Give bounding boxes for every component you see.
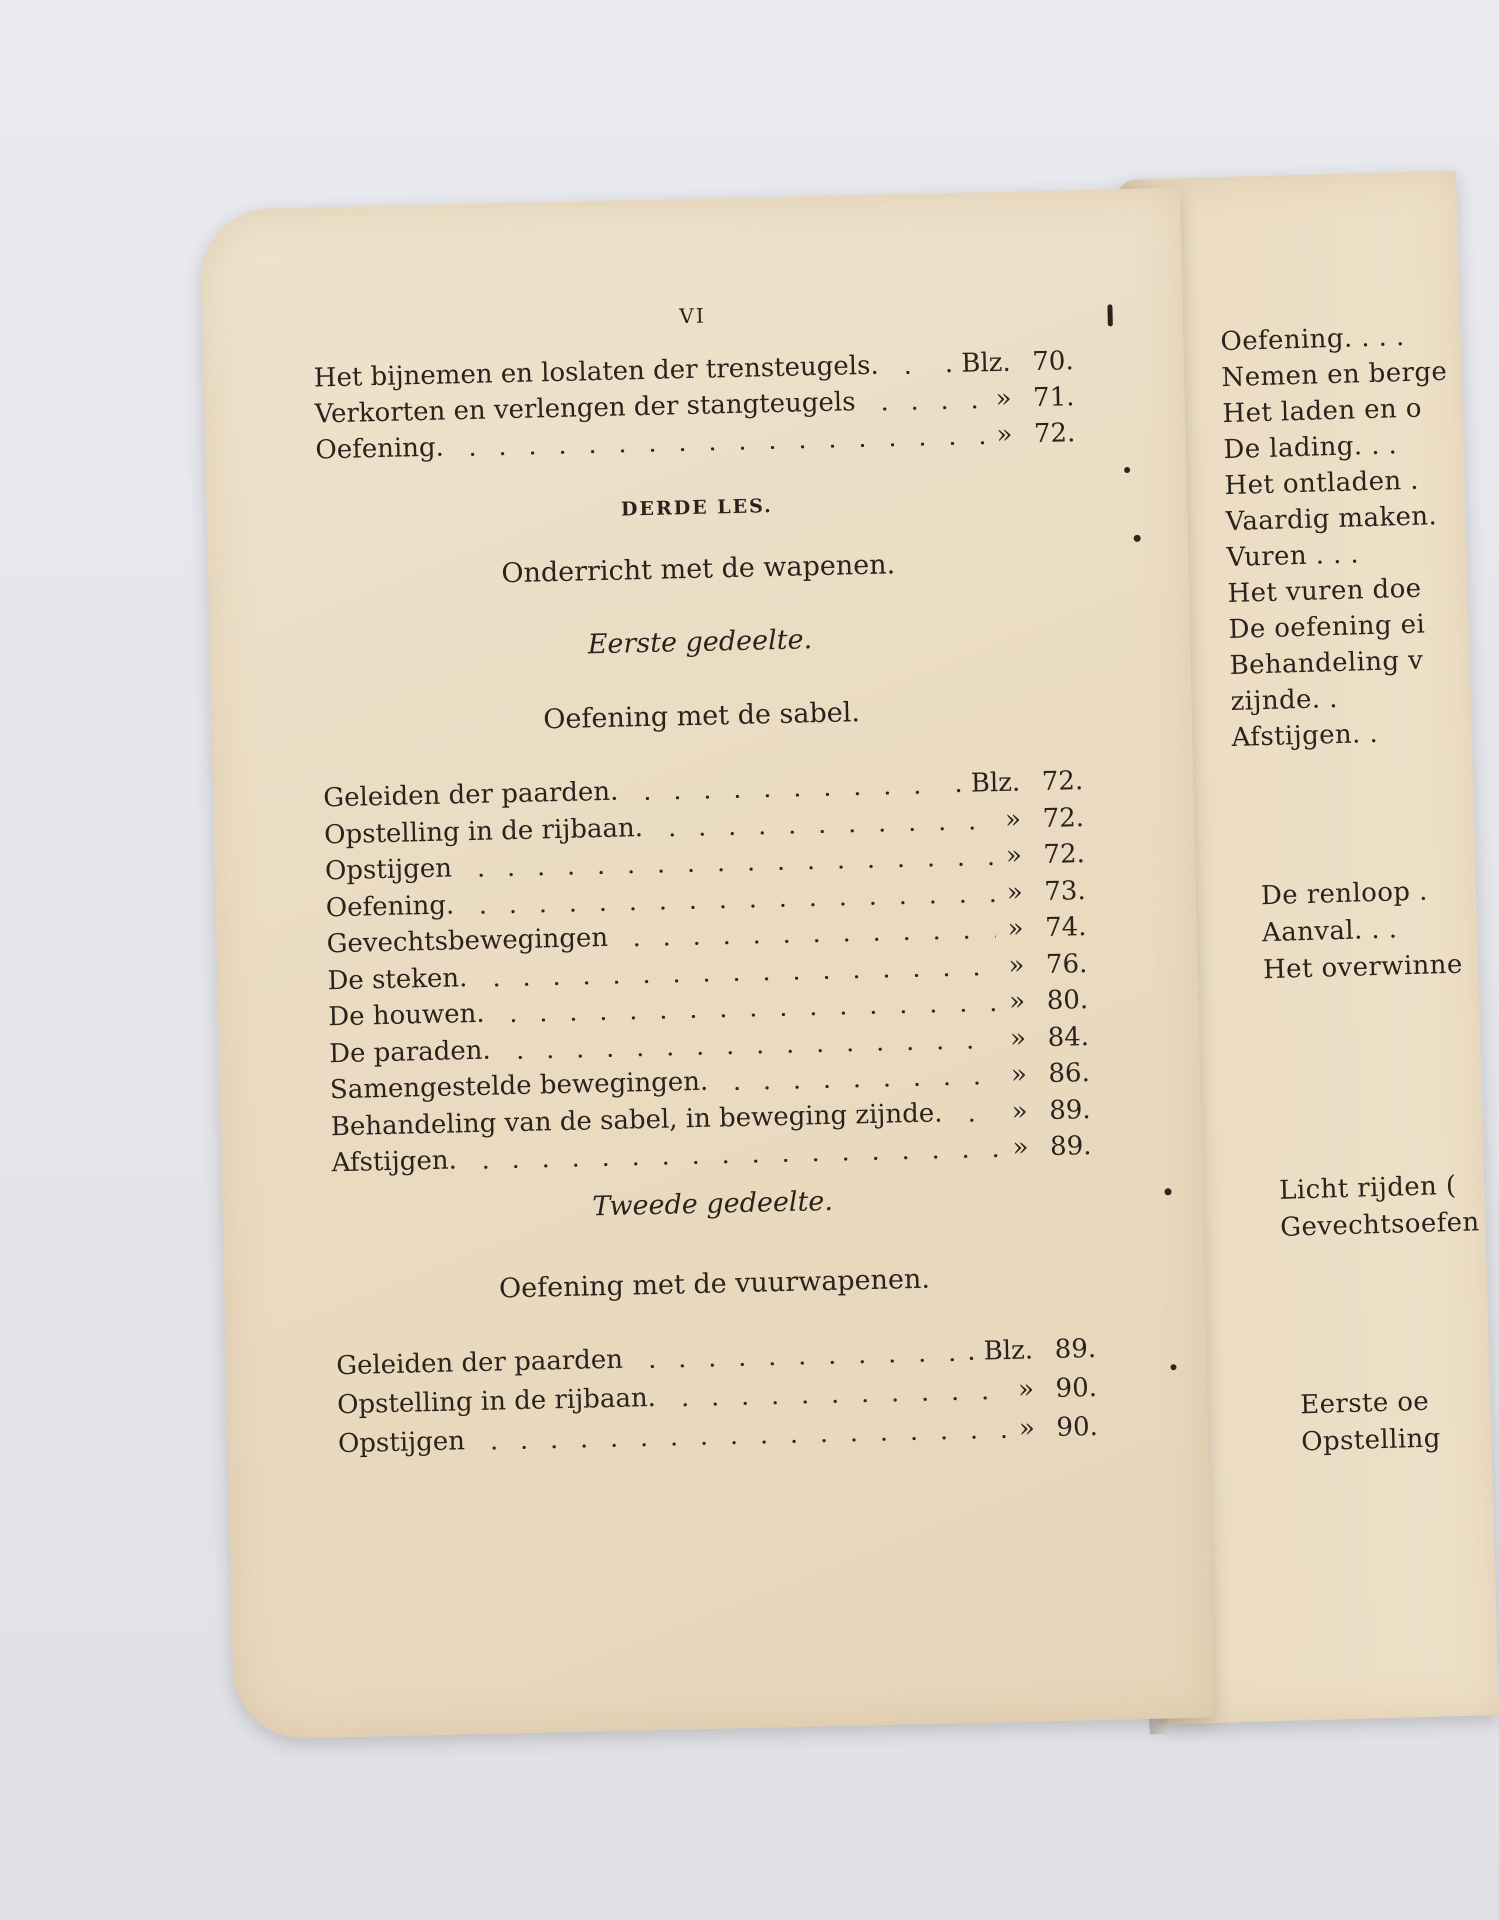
toc-page-number: 84. <box>1047 1021 1090 1053</box>
right-page-line: Het overwinne <box>1262 949 1464 986</box>
toc-entry-title: Samengestelde bewegingen. <box>329 1066 709 1106</box>
toc-page-number: 71. <box>1032 382 1075 414</box>
toc-page-number: 72. <box>1033 418 1076 450</box>
ink-mark <box>1107 304 1112 326</box>
right-page-group-1 <box>1116 171 1456 753</box>
toc-page-number: 72. <box>1042 802 1085 834</box>
right-page-line: Behandeling v <box>1229 645 1424 682</box>
toc-page-prefix: » <box>1005 840 1023 871</box>
right-page-line: Eerste oe <box>1299 1386 1430 1421</box>
right-page-line: Afstijgen. . <box>1231 718 1379 753</box>
right-page-line: Het laden en o <box>1222 393 1423 430</box>
toc-page-number: 90. <box>1056 1411 1099 1443</box>
toc-page-prefix: » <box>1018 1413 1036 1444</box>
right-page-line: zijnde. . <box>1230 684 1339 717</box>
toc-entry-title: Gevechtsbewegingen <box>326 922 609 960</box>
toc-page-number: 72. <box>1043 839 1086 871</box>
toc-page-prefix: » <box>1010 1059 1028 1090</box>
toc-leader-dots <box>670 1396 1006 1407</box>
toc-entry-title: De steken. <box>327 962 468 996</box>
toc-entry-title: Afstijgen. <box>331 1145 458 1179</box>
right-page-line: Vaardig maken. <box>1225 501 1438 538</box>
toc-leader-dots <box>632 790 942 800</box>
toc-entry-title: Geleiden der paarden. <box>323 776 619 814</box>
toc-entry-title: Opstijgen <box>324 853 453 887</box>
toc-page-prefix: » <box>1006 877 1024 908</box>
right-page-line: Het vuren doe <box>1227 573 1422 610</box>
toc-page-prefix: » <box>1007 913 1024 944</box>
ink-mark <box>1124 467 1130 473</box>
toc-entry-title: De paraden. <box>328 1035 492 1069</box>
toc-leader-dots <box>471 1154 1001 1169</box>
toc-leader-dots <box>637 1358 955 1368</box>
right-page-line: Licht rijden ( <box>1278 1170 1457 1206</box>
lesson-subtitle: Onderricht met de wapenen. <box>501 549 896 590</box>
toc-page-number: 72. <box>1041 766 1084 798</box>
toc-page-number: 90. <box>1055 1372 1098 1404</box>
toc-leader-dots <box>722 1081 999 1090</box>
right-page-line: Opstelling <box>1300 1423 1442 1458</box>
ink-mark <box>1164 1188 1171 1195</box>
part2-subtitle: Oefening met de vuurwapenen. <box>498 1263 931 1305</box>
toc-page-prefix: » <box>1012 1132 1029 1163</box>
ink-mark <box>1134 535 1141 542</box>
toc-page-prefix: » <box>1017 1374 1035 1405</box>
toc-entry-title: Oefening. <box>325 889 455 923</box>
part2-heading: Tweede gedeelte. <box>592 1185 834 1223</box>
toc-page-number: 86. <box>1048 1058 1091 1089</box>
toc-page-prefix: » <box>996 419 1013 450</box>
part1-heading: Eerste gedeelte. <box>587 624 813 661</box>
left-page <box>200 188 1214 1740</box>
right-page-line: De oefening ei <box>1228 609 1426 646</box>
toc-page-number: 70. <box>1031 346 1074 378</box>
toc-entry-title: Verkorten en verlengen der stangteugels <box>314 387 856 430</box>
toc-page-number: 73. <box>1043 875 1087 907</box>
right-page-line: Aanval. . . <box>1261 914 1398 949</box>
toc-page-prefix: » <box>1008 986 1026 1017</box>
toc-page-prefix: » <box>1008 949 1025 981</box>
toc-entry-title: De houwen. <box>328 998 485 1033</box>
toc-page-number: 89. <box>1048 1094 1091 1126</box>
toc-leader-dots <box>870 405 984 411</box>
toc-entry-title: Geleiden der paarden <box>335 1344 624 1382</box>
toc-entry-title: Opstijgen <box>337 1426 466 1460</box>
toc-entry-title: Behandeling van de sabel, in beweging zijnde. <box>330 1097 943 1142</box>
toc-page-number: 89. <box>1054 1333 1097 1365</box>
right-page-line: Het ontladen . <box>1224 465 1420 502</box>
toc-leader-dots <box>458 441 985 456</box>
right-page-line: De lading. . . <box>1223 430 1398 466</box>
toc-page-prefix: . Blz. <box>966 1335 1034 1367</box>
toc-page-prefix: . Blz. <box>953 767 1021 800</box>
toc-entry-title: Opstelling in de rijbaan. <box>336 1382 657 1421</box>
toc-leader-dots <box>657 826 993 837</box>
ink-mark <box>1170 1364 1176 1370</box>
toc-leader-dots <box>893 370 933 374</box>
toc-leader-dots <box>957 1118 1000 1122</box>
right-page-line: Vuren . . . <box>1226 539 1360 574</box>
right-page-line: Oefening. . . . <box>1220 322 1405 358</box>
toc-page-prefix: » <box>1011 1095 1028 1127</box>
toc-page-prefix: » <box>1009 1022 1027 1054</box>
toc-page-prefix: . Blz. <box>944 347 1012 380</box>
part1-subtitle: Oefening met de sabel. <box>542 697 861 736</box>
toc-page-number: 89. <box>1049 1131 1092 1162</box>
toc-entry-title: Oefening. <box>315 432 445 466</box>
right-page-line: De renloop . <box>1260 876 1429 912</box>
toc-leader-dots <box>479 1435 1007 1450</box>
right-page-line: Nemen en berge <box>1221 356 1448 394</box>
toc-page-prefix: » <box>995 383 1012 414</box>
toc-page-prefix: » <box>1004 804 1022 835</box>
toc-page-number: 74. <box>1044 912 1087 944</box>
right-page-line: Gevechtsoefen <box>1279 1207 1480 1243</box>
toc-entry-title: Het bijnemen en loslaten der trensteugels. <box>313 350 880 394</box>
page-header-numeral: VI <box>679 303 706 329</box>
toc-page-number: 76. <box>1045 948 1088 980</box>
lesson-heading: DERDE LES. <box>620 495 774 521</box>
toc-entry-title: Opstelling in de rijbaan. <box>323 812 644 850</box>
toc-page-number: 80. <box>1046 985 1089 1016</box>
